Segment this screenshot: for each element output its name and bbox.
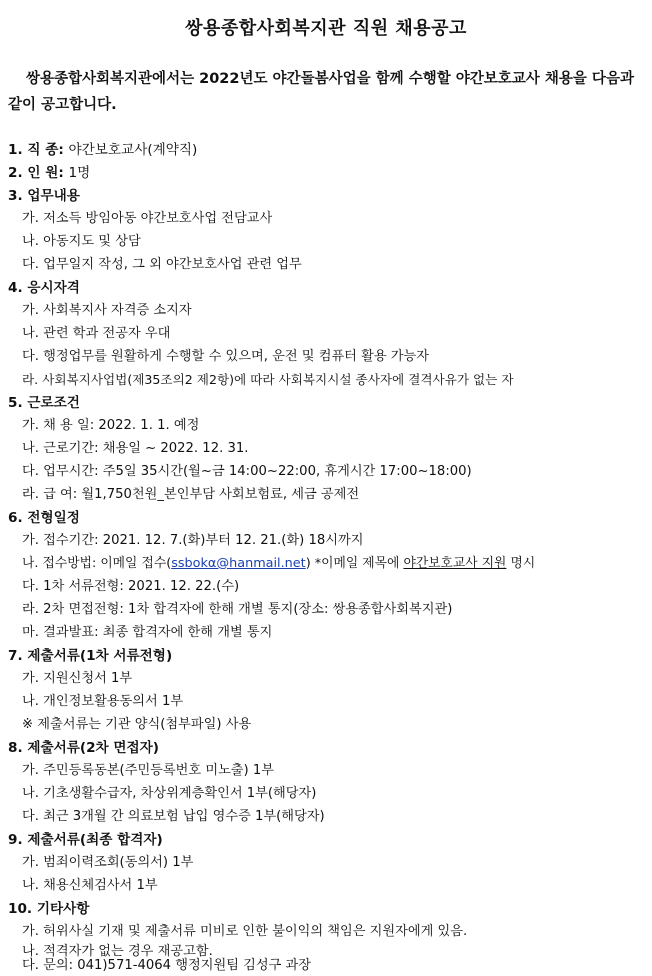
list-item: 라. 급 여: 월1,750천원_본인부담 사회보험료, 세금 공제전 <box>22 487 360 502</box>
list-item: 가. 저소득 방임아동 야간보호사업 전담교사 <box>22 211 273 226</box>
section-headcount <box>8 163 90 183</box>
method-text: 나. 접수방법: 이메일 접수( <box>22 556 172 571</box>
section-heading: 8. 제출서류(2차 면접자) <box>8 740 160 756</box>
list-item-note: ※ 제출서류는 기관 양식(첨부파일) 사용 <box>22 717 252 732</box>
email-subject: 야간보호교사 지원 <box>403 556 507 571</box>
section-heading: 6. 전형일정 <box>8 510 80 526</box>
list-item: 마. 결과발표: 최종 합격자에 한해 개별 통지 <box>22 625 273 640</box>
list-item: 나. 적격자가 없는 경우 재공고함. <box>22 944 213 959</box>
page-title: 쌍용종합사회복지관 직원 채용공고 <box>185 18 467 39</box>
list-item: 다. 업무일지 작성, 그 외 야간보호사업 관련 업무 <box>22 257 302 272</box>
list-item: 가. 허위사실 기재 및 제출서류 미비로 인한 불이익의 책임은 지원자에게 있음. <box>22 924 468 939</box>
list-item: 다. 1차 서류전형: 2021. 12. 22.(수) <box>22 579 240 594</box>
list-item: 나. 관련 학과 전공자 우대 <box>22 326 171 341</box>
list-item: 다. 최근 3개월 간 의료보험 납입 영수증 1부(해당자) <box>22 809 325 824</box>
intro-text: 쌍용종합사회복지관에서는 2022년도 야간돌봄사업을 함께 수행할 야간보호교사 채용을 다음과 같이 공고합니다. <box>8 71 634 113</box>
list-item: 나. 채용신체검사서 1부 <box>22 878 158 893</box>
list-item: 가. 범죄이력조회(동의서) 1부 <box>22 855 194 870</box>
section-label: 직 종: <box>27 142 64 158</box>
intro-paragraph <box>8 66 648 118</box>
section-heading: 7. 제출서류(1차 서류전형) <box>8 648 173 664</box>
section-number: 1. <box>8 142 23 158</box>
list-item: 가. 주민등록동본(주민등록번호 미노출) 1부 <box>22 763 275 778</box>
method-text: 명시 <box>506 556 536 571</box>
section-value: 1명 <box>68 165 91 181</box>
list-item: 가. 채 용 일: 2022. 1. 1. 예정 <box>22 418 200 433</box>
list-item: 라. 사회복지사업법(제35조의2 제2항)에 따라 사회복지시설 종사자에 결격사유가 없는 자 <box>22 372 514 387</box>
email-link[interactable]: ssbokα@hanmail.net <box>171 556 306 571</box>
list-item: 다. 업무시간: 주5일 35시간(월~금 14:00~22:00, 휴게시간 17:00~18:00) <box>22 464 472 479</box>
section-number: 2. <box>8 165 23 181</box>
section-job-type <box>8 140 197 160</box>
list-item: 나. 근로기간: 채용일 ~ 2022. 12. 31. <box>22 441 249 456</box>
section-heading: 4. 응시자격 <box>8 280 80 296</box>
list-item: 나. 아동지도 및 상담 <box>22 234 141 249</box>
list-item: 가. 지원신청서 1부 <box>22 671 133 686</box>
list-item-contact: 다. 문의: 041)571-4064 행정지원팀 김성구 과장 <box>22 958 312 973</box>
list-item: 가. 접수기간: 2021. 12. 7.(화)부터 12. 21.(화) 18시까지 <box>22 533 364 548</box>
section-value: 야간보호교사(계약직) <box>68 142 198 158</box>
list-item: 가. 사회복지사 자격증 소지자 <box>22 303 192 318</box>
section-label: 인 원: <box>27 165 64 181</box>
list-item-application-method <box>22 554 535 574</box>
list-item: 나. 개인정보활용동의서 1부 <box>22 694 184 709</box>
list-item: 라. 2차 면접전형: 1차 합격자에 한해 개별 통지(장소: 쌍용종합사회복지관) <box>22 602 453 617</box>
list-item: 나. 기초생활수급자, 차상위계층확인서 1부(해당자) <box>22 786 317 801</box>
section-heading: 10. 기타사항 <box>8 901 90 917</box>
section-heading: 9. 제출서류(최종 합격자) <box>8 832 163 848</box>
section-heading: 5. 근로조건 <box>8 395 80 411</box>
section-heading: 3. 업무내용 <box>8 188 80 204</box>
list-item: 다. 행정업무를 원활하게 수행할 수 있으며, 운전 및 컴퓨터 활용 가능자 <box>22 349 429 364</box>
method-text: ) *이메일 제목에 <box>305 556 404 571</box>
